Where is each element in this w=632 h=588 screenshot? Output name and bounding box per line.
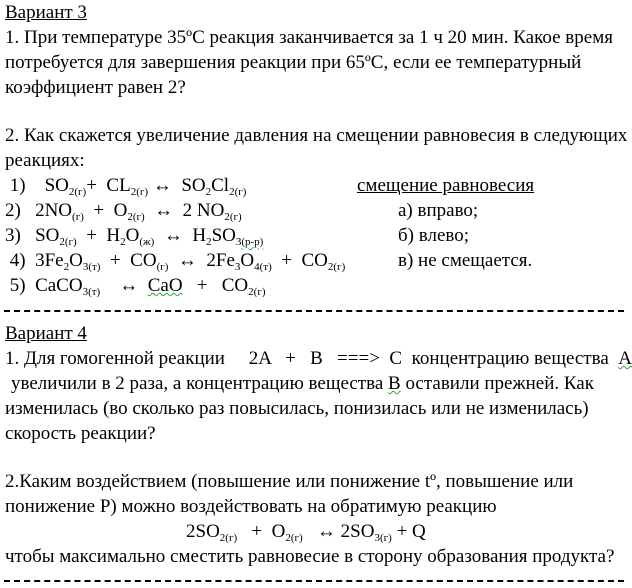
reaction-5: 5) CaCO$_{3(т)}$ ↔ CaO + $CO_{2(г)}$ [5,275,266,298]
v4-q1-equation: 2A + B ===> C [248,348,403,369]
v4-q1-line4: скорость реакции? [5,423,156,444]
v4-q1-line2-a: увеличили в 2 раза, а концентрацию вещества [11,373,384,394]
shift-header: смещение равновесия [357,175,535,196]
v3-q1-line2: потребуется для завершения реакции при 65ºС, если ее температурный [5,52,582,73]
v4-q1-part-a: 1. Для гомогенной реакции [5,348,225,369]
reaction-3: 3) $SO_{2(г)} + H_2O_{(ж)}$ ↔ $H_2SO_{3(р-р)}$ [5,225,264,248]
divider-1 [4,310,624,312]
v3-q2-line2: реакциях: [5,150,85,171]
divider-2 [4,580,624,582]
variant3-title: Вариант 3 [5,2,87,23]
v4-q1-line3: изменилась (во сколько раз повысилась, понизилась или не изменилась) [5,398,589,419]
v4-q1-part-b: концентрацию вещества [411,348,609,369]
v3-q1-line1: 1. При температуре 35ºС реакция заканчивается за 1 ч 20 мин. Какое время [5,27,613,48]
v4-q1-line2 [11,373,594,395]
v4-q2-line4: чтобы максимально сместить равновесие в сторону образования продукта? [5,546,615,567]
v4-q2-reaction: $2SO_{2(г)} + O_{2(г)}$ ↔ $2SO_{3(г)} + Q$ [186,521,426,544]
v4-q2-line2: понижение Р) можно воздействовать на обратимую реакцию [5,496,497,517]
v3-q1-line3: коэффициент равен 2? [5,77,186,98]
option-c: в) не смещается. [398,250,533,271]
v4-q1-line2-b: оставили прежней. Как [405,373,594,394]
v3-q2-line1: 2. Как скажется увеличение давления на смещении равновесия в следующих [5,125,628,146]
v4-q1-substance-b: В [388,373,401,394]
reaction-4: 4) $3Fe_2O_{3(т)} + CO_{(г)}$ ↔ $2Fe_3O_{4(т)} + CO_{2(г)}$ [5,250,346,273]
v4-q1-line1 [5,348,632,370]
reaction-1: 1) $SO_{2(г)}+ CL_{2(г)}$ ↔ $SO_2Cl_{2(г)}$ [5,175,247,198]
v4-q1-substance-a: А [618,348,632,369]
variant4-title: Вариант 4 [5,323,87,344]
option-b: б) влево; [398,225,469,246]
option-a: а) вправо; [398,200,479,221]
v4-q2-line1: 2.Каким воздействием (повышение или понижение tº, повышение или [5,471,574,492]
reaction-2: 2) $2NO_{(г)} + O_{2(г)}$ ↔ 2 $NO_{2(г)}$ [5,200,242,223]
